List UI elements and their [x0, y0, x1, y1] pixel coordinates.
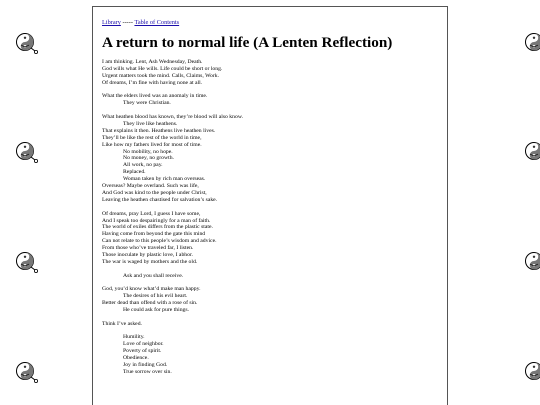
poem-line: Of dreams, pray Lord, I guess I have some,	[102, 210, 201, 217]
poem-line: Humility.	[123, 334, 145, 341]
poem-line: Better dead than offend with a rose of sin.	[102, 300, 198, 307]
poem-line: Love of neighbor.	[123, 341, 164, 348]
breadcrumb-separator: -----	[122, 19, 133, 26]
poem-line: Think I’ve asked.	[102, 320, 142, 327]
poem-line: He could ask for pure things.	[123, 307, 190, 314]
poem-line: From those who’ve traveled far, I listen.	[102, 245, 194, 252]
yin-yang-face-icon	[14, 250, 40, 276]
yin-yang-face-icon	[523, 31, 540, 57]
poem-stanza	[102, 59, 438, 87]
yin-yang-face-icon	[14, 31, 40, 57]
right-decoration-column	[519, 0, 540, 405]
poem-line: All work, no pay.	[123, 162, 163, 169]
poem-line: Overseas? Maybe overland. Such was life,	[102, 183, 199, 190]
poem-line: No mobility, no hope.	[123, 148, 173, 155]
poem-line: True sorrow over sin.	[123, 368, 172, 375]
poem-line: And I speak too despairingly for a man of faith.	[102, 217, 211, 224]
poem-stanza	[102, 273, 438, 280]
yin-yang-face-icon	[14, 140, 40, 166]
poem-line: Poverty of spirit.	[123, 347, 162, 354]
poem-stanza	[102, 93, 438, 107]
breadcrumb	[102, 19, 438, 27]
poem-line: Urgent matters took the mind. Calls, Claims, Work.	[102, 72, 220, 79]
left-decoration-column	[0, 0, 44, 405]
poem-line: What heathen blood has known, they’re blood will also know.	[102, 113, 243, 120]
poem-line: That explains it then. Heathens live heathen lives.	[102, 127, 216, 134]
poem-line: Those inoculate by plastic love, I abhor.	[102, 252, 193, 259]
poem-line: And God was kind to the people under Christ,	[102, 190, 207, 197]
poem-stanza	[102, 286, 438, 314]
poem-line: They were Christian.	[123, 100, 171, 107]
poem-line: Replaced.	[123, 169, 146, 176]
poem-line: Leaving the heathen chastised for salvation’s sake.	[102, 197, 218, 204]
poem-line: Of dreams, I’m fine with having none at all.	[102, 79, 203, 86]
poem-line: The war is waged by mothers and the old.	[102, 259, 198, 266]
poem-line: The world of exiles differs from the plastic state.	[102, 224, 213, 231]
poem-line: What the elders lived was an anomaly in time.	[102, 93, 208, 100]
poem-line: Can not relate to this people’s wisdom and advice.	[102, 238, 217, 245]
poem-line: No money, no growth.	[123, 155, 174, 162]
yin-yang-face-icon	[523, 360, 540, 386]
yin-yang-face-icon	[523, 250, 540, 276]
poem-stanza	[102, 321, 438, 328]
poem-line: Having come from beyond the gate this mind	[102, 231, 206, 238]
yin-yang-face-icon	[14, 360, 40, 386]
poem-line: They’ll be like the rest of the world in time,	[102, 134, 202, 141]
poem-stanza	[102, 334, 438, 376]
poem-line: Ask and you shall receive.	[123, 272, 184, 279]
poem-line: The desires of his evil heart.	[123, 293, 188, 300]
table-of-contents-link[interactable]: Table of Contents	[134, 19, 180, 26]
poem-line: Like how my fathers lived for most of time.	[102, 141, 202, 148]
page-title: A return to normal life (A Lenten Reflection)	[102, 34, 393, 51]
poem-page	[92, 6, 448, 405]
poem-stanza	[102, 211, 438, 267]
library-link[interactable]: Library	[102, 19, 121, 26]
poem-line: They live like heathens.	[123, 120, 178, 127]
poem-line: Obedience.	[123, 354, 149, 361]
poem-stanza	[102, 114, 438, 204]
poem-line: Joy in finding God.	[123, 361, 168, 368]
poem-line: Woman taken by rich man overseas.	[123, 176, 206, 183]
poem-line: I am thinking. Lent, Ash Wednesday, Death.	[102, 59, 203, 65]
yin-yang-face-icon	[523, 140, 540, 166]
poem-line: God wills what He wills. Life could be short or long.	[102, 65, 223, 72]
poem-line: God, you’d know what’d make man happy.	[102, 286, 201, 293]
poem-body	[102, 59, 438, 376]
